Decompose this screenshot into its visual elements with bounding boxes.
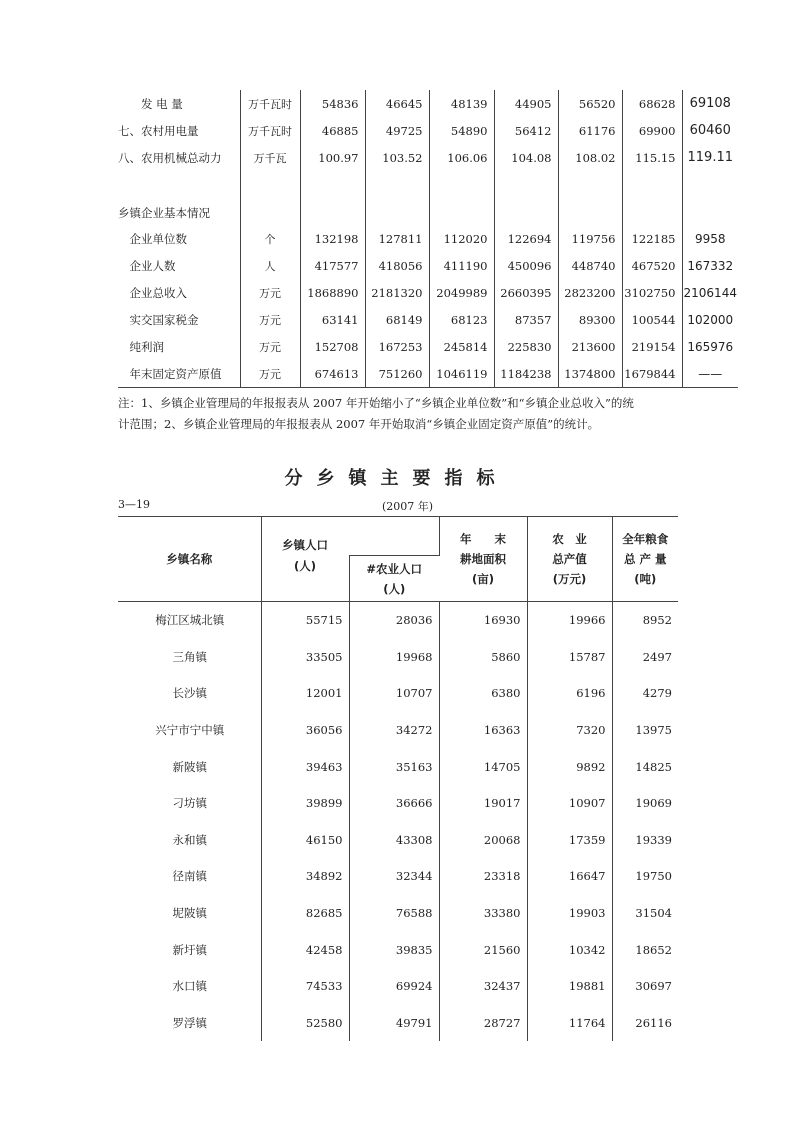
value-cell: 1184238 [494, 360, 558, 388]
township-row [118, 639, 678, 676]
value-cell: 219154 [622, 333, 682, 360]
output-cell: 10342 [527, 931, 612, 968]
latest-value-cell: 167332 [682, 252, 738, 279]
latest-value-cell: 9958 [682, 225, 738, 252]
pop-cell: 36056 [261, 712, 349, 749]
township-name-cell: 坭陂镇 [118, 895, 261, 932]
value-cell: 54890 [429, 117, 494, 144]
value-cell [622, 171, 682, 225]
upper-table-row [118, 144, 738, 171]
footnote [118, 393, 678, 435]
value-cell [429, 171, 494, 225]
value-cell: 49725 [365, 117, 429, 144]
agri-cell: 10707 [349, 675, 439, 712]
area-cell: 14705 [439, 748, 527, 785]
township-row [118, 785, 678, 822]
value-cell: 104.08 [494, 144, 558, 171]
header-agri-output [527, 517, 612, 602]
value-cell: 63141 [300, 306, 365, 333]
header-population-label: 乡镇人口 [282, 538, 328, 552]
agri-cell: 32344 [349, 858, 439, 895]
grain-cell: 26116 [635, 1015, 672, 1030]
area-cell: 19017 [439, 785, 527, 822]
header-population-unit [261, 556, 349, 602]
value-cell: 100544 [622, 306, 682, 333]
row-label: 发 电 量 [118, 96, 183, 111]
footnote-line-1: 注：1、乡镇企业管理局的年报报表从 2007 年开始缩小了“乡镇企业单位数”和“乡镇企业总收入”的统 [118, 396, 634, 410]
row-unit: 万元 [240, 306, 300, 333]
township-row [118, 822, 678, 859]
value-cell: 89300 [558, 306, 622, 333]
row-label: 八、农用机械总动力 [118, 150, 222, 165]
value-cell: 1868890 [300, 279, 365, 306]
output-cell: 19966 [527, 602, 612, 639]
row-unit: 万元 [240, 360, 300, 388]
row-label: 企业单位数 [118, 231, 187, 246]
value-cell: 100.97 [300, 144, 365, 171]
area-cell: 21560 [439, 931, 527, 968]
header-farmland [439, 517, 527, 602]
header-agri-output-l2: 总产值 [552, 552, 587, 566]
row-unit: 个 [240, 225, 300, 252]
output-cell: 19903 [527, 895, 612, 932]
row-unit: 万元 [240, 279, 300, 306]
agri-cell: 43308 [349, 822, 439, 859]
township-name-cell: 新圩镇 [118, 931, 261, 968]
upper-table-row [118, 306, 738, 333]
value-cell: 450096 [494, 252, 558, 279]
row-label: 纯利润 [118, 339, 164, 354]
table-number: 3—19 [118, 498, 150, 511]
header-farmland-l1: 年 末 [460, 532, 506, 546]
area-cell: 20068 [439, 822, 527, 859]
upper-table-row [118, 117, 738, 144]
pop-cell: 82685 [261, 895, 349, 932]
pop-cell: 52580 [261, 1005, 349, 1042]
township-row [118, 968, 678, 1005]
pop-cell: 46150 [261, 822, 349, 859]
value-cell: 2181320 [365, 279, 429, 306]
value-cell: 245814 [429, 333, 494, 360]
township-row [118, 748, 678, 785]
value-cell: 132198 [300, 225, 365, 252]
agri-cell: 19968 [349, 639, 439, 676]
section-title: 分乡镇主要指标 [284, 468, 509, 489]
value-cell: 1374800 [558, 360, 622, 388]
value-cell: 68149 [365, 306, 429, 333]
output-cell: 9892 [527, 748, 612, 785]
value-cell: 46645 [365, 90, 429, 117]
header-grain [612, 517, 678, 602]
header-grain-l2: 总 产 量 [623, 552, 667, 566]
value-cell: 106.06 [429, 144, 494, 171]
value-cell: 112020 [429, 225, 494, 252]
output-cell: 6196 [527, 675, 612, 712]
upper-table-row [118, 225, 738, 252]
value-cell: 122694 [494, 225, 558, 252]
value-cell: 152708 [300, 333, 365, 360]
area-cell: 32437 [439, 968, 527, 1005]
township-name-cell: 梅江区城北镇 [118, 602, 261, 639]
pop-cell: 39899 [261, 785, 349, 822]
grain-cell: 19069 [635, 796, 672, 811]
value-cell [300, 171, 365, 225]
value-cell: 122185 [622, 225, 682, 252]
value-cell: 674613 [300, 360, 365, 388]
agri-cell: 49791 [349, 1005, 439, 1042]
area-cell: 6380 [439, 675, 527, 712]
value-cell: 2823200 [558, 279, 622, 306]
header-agri-population-l1: #农业人口 [366, 561, 423, 576]
township-row [118, 858, 678, 895]
upper-table-row [118, 279, 738, 306]
township-name-cell: 三角镇 [118, 639, 261, 676]
value-cell: 68123 [429, 306, 494, 333]
agri-cell: 76588 [349, 895, 439, 932]
latest-value-cell: 69108 [682, 90, 738, 117]
row-label: 七、农村用电量 [118, 123, 199, 138]
grain-cell: 18652 [635, 942, 672, 957]
value-cell: 61176 [558, 117, 622, 144]
value-cell: 167253 [365, 333, 429, 360]
header-agri-population [349, 556, 439, 602]
value-cell: 44905 [494, 90, 558, 117]
agri-cell: 28036 [349, 602, 439, 639]
row-label: 企业总收入 [118, 285, 187, 300]
row-label: 实交国家税金 [118, 312, 199, 327]
township-name-cell: 兴宁市宁中镇 [118, 712, 261, 749]
latest-value-cell: 119.11 [682, 144, 738, 171]
row-unit [240, 171, 300, 225]
township-name-cell: 刁坊镇 [118, 785, 261, 822]
township-row [118, 675, 678, 712]
agri-cell: 35163 [349, 748, 439, 785]
value-cell [494, 171, 558, 225]
latest-value-cell: 102000 [682, 306, 738, 333]
row-unit: 人 [240, 252, 300, 279]
grain-cell: 31504 [635, 906, 672, 921]
footnote-line-2: 计范围；2、乡镇企业管理局的年报报表从 2007 年开始取消“乡镇企业固定资产原值”的统计。 [118, 417, 600, 431]
output-cell: 10907 [527, 785, 612, 822]
indicator-table-upper [118, 90, 738, 388]
value-cell: 2660395 [494, 279, 558, 306]
township-row [118, 1005, 678, 1042]
area-cell: 16363 [439, 712, 527, 749]
output-cell: 16647 [527, 858, 612, 895]
value-cell: 115.15 [622, 144, 682, 171]
latest-value-cell: 60460 [682, 117, 738, 144]
grain-cell: 2497 [642, 649, 672, 664]
pop-cell: 39463 [261, 748, 349, 785]
value-cell: 108.02 [558, 144, 622, 171]
upper-table-row [118, 333, 738, 360]
row-label: 企业人数 [118, 258, 176, 273]
table-year: (2007 年) [382, 500, 434, 513]
value-cell: 3102750 [622, 279, 682, 306]
latest-value-cell [682, 171, 738, 225]
upper-table-row [118, 360, 738, 388]
township-name-cell: 新陂镇 [118, 748, 261, 785]
header-population [261, 517, 439, 556]
output-cell: 17359 [527, 822, 612, 859]
township-row [118, 602, 678, 639]
value-cell: 68628 [622, 90, 682, 117]
upper-table-body [118, 90, 738, 388]
output-cell: 7320 [527, 712, 612, 749]
upper-table-row [118, 252, 738, 279]
output-cell: 15787 [527, 639, 612, 676]
pop-cell: 74533 [261, 968, 349, 1005]
value-cell: 48139 [429, 90, 494, 117]
header-agri-population-l2: (人) [383, 581, 406, 596]
area-cell: 28727 [439, 1005, 527, 1042]
grain-cell: 19339 [635, 832, 672, 847]
header-grain-l3: (吨) [634, 572, 657, 586]
value-cell: 69900 [622, 117, 682, 144]
township-table-body [118, 602, 678, 1042]
area-cell: 23318 [439, 858, 527, 895]
value-cell: 467520 [622, 252, 682, 279]
pop-cell: 34892 [261, 858, 349, 895]
value-cell: 213600 [558, 333, 622, 360]
row-unit: 万千瓦时 [240, 117, 300, 144]
value-cell: 411190 [429, 252, 494, 279]
value-cell: 54836 [300, 90, 365, 117]
value-cell: 225830 [494, 333, 558, 360]
value-cell: 119756 [558, 225, 622, 252]
grain-cell: 13975 [635, 723, 672, 738]
row-label: 乡镇企业基本情况 [118, 206, 210, 220]
upper-table-row [118, 171, 738, 225]
header-farmland-l3: (亩) [471, 572, 494, 586]
grain-cell: 30697 [635, 979, 672, 994]
row-unit: 万元 [240, 333, 300, 360]
header-township-name: 乡镇名称 [118, 517, 261, 602]
output-cell: 19881 [527, 968, 612, 1005]
header-population-unit-text: (人) [293, 558, 316, 573]
value-cell: 56520 [558, 90, 622, 117]
value-cell: 1046119 [429, 360, 494, 388]
township-row [118, 895, 678, 932]
township-row [118, 931, 678, 968]
township-name-cell: 长沙镇 [118, 675, 261, 712]
township-name-cell: 径南镇 [118, 858, 261, 895]
value-cell: 127811 [365, 225, 429, 252]
pop-cell: 55715 [261, 602, 349, 639]
latest-value-cell: 2106144 [682, 279, 738, 306]
township-indicator-table [118, 516, 678, 1041]
value-cell: 448740 [558, 252, 622, 279]
row-label: 年末固定资产原值 [118, 360, 240, 388]
latest-value-cell: —— [682, 360, 738, 388]
area-cell: 5860 [439, 639, 527, 676]
township-name-cell: 罗浮镇 [118, 1005, 261, 1042]
grain-cell: 19750 [635, 869, 672, 884]
township-row [118, 712, 678, 749]
value-cell: 417577 [300, 252, 365, 279]
row-unit: 万千瓦 [240, 144, 300, 171]
value-cell: 46885 [300, 117, 365, 144]
value-cell: 2049989 [429, 279, 494, 306]
value-cell: 103.52 [365, 144, 429, 171]
area-cell: 33380 [439, 895, 527, 932]
agri-cell: 69924 [349, 968, 439, 1005]
agri-cell: 34272 [349, 712, 439, 749]
pop-cell: 42458 [261, 931, 349, 968]
latest-value-cell: 165976 [682, 333, 738, 360]
township-name-cell: 水口镇 [118, 968, 261, 1005]
value-cell: 56412 [494, 117, 558, 144]
value-cell: 751260 [365, 360, 429, 388]
area-cell: 16930 [439, 602, 527, 639]
township-name-cell: 永和镇 [118, 822, 261, 859]
row-unit: 万千瓦时 [240, 90, 300, 117]
grain-cell: 14825 [635, 759, 672, 774]
header-agri-output-l1: 农 业 [552, 532, 587, 546]
agri-cell: 39835 [349, 931, 439, 968]
pop-cell: 12001 [261, 675, 349, 712]
value-cell [558, 171, 622, 225]
agri-cell: 36666 [349, 785, 439, 822]
output-cell: 11764 [527, 1005, 612, 1042]
value-cell: 1679844 [622, 360, 682, 388]
upper-table-row [118, 90, 738, 117]
value-cell: 87357 [494, 306, 558, 333]
header-grain-l1: 全年粮食 [622, 532, 669, 546]
value-cell: 418056 [365, 252, 429, 279]
value-cell [365, 171, 429, 225]
pop-cell: 33505 [261, 639, 349, 676]
grain-cell: 4279 [642, 686, 672, 701]
header-farmland-l2: 耕地面积 [460, 552, 506, 566]
grain-cell: 8952 [642, 613, 672, 628]
header-agri-output-l3: (万元) [552, 572, 587, 586]
